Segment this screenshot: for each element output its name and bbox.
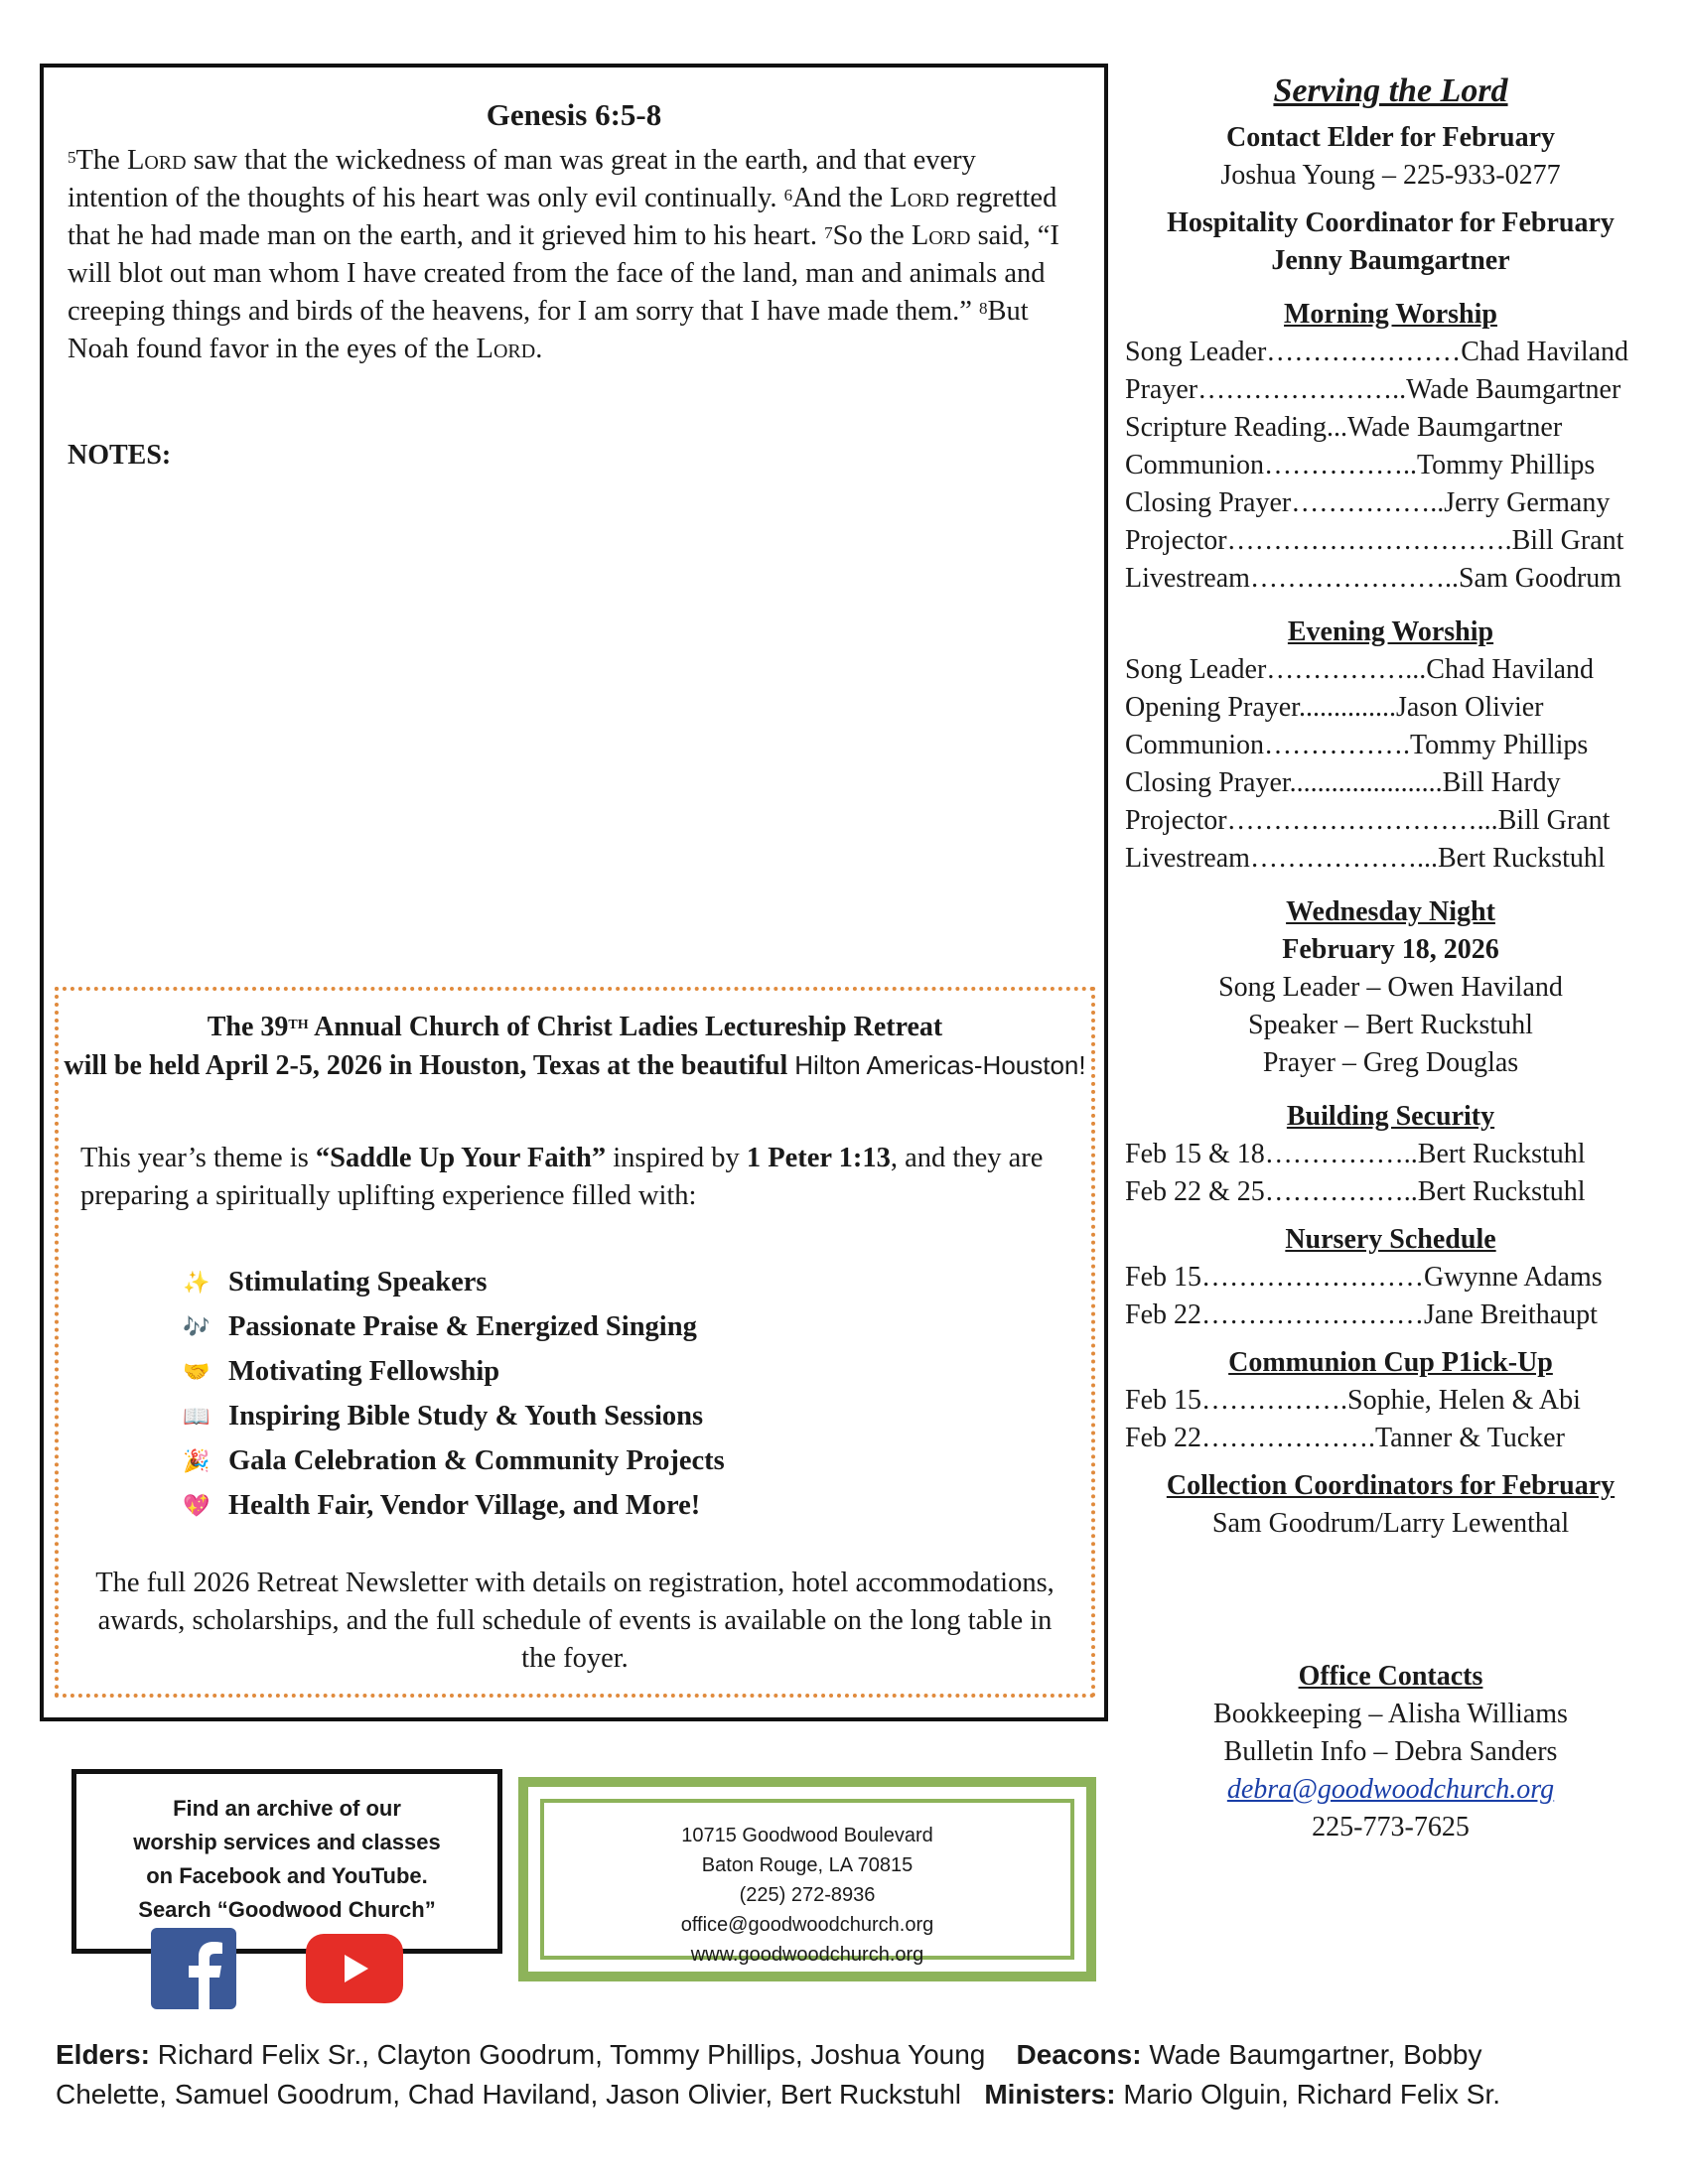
wednesday-heading: Wednesday Night xyxy=(1286,896,1495,927)
evening-duty: Opening Prayer..............Jason Olivier xyxy=(1125,692,1544,723)
verse-number: 5 xyxy=(68,148,76,167)
morning-duty: Prayer…………………..Wade Baumgartner xyxy=(1125,374,1621,405)
cup-duty: Feb 22……………….Tanner & Tucker xyxy=(1125,1423,1565,1453)
cup-duty: Feb 15…………….Sophie, Helen & Abi xyxy=(1125,1385,1581,1416)
security-duty: Feb 22 & 25……………..Bert Ruckstuhl xyxy=(1125,1176,1586,1207)
office-email-link[interactable]: debra@goodwoodchurch.org xyxy=(1226,1774,1555,1805)
list-item xyxy=(183,1304,725,1349)
sparkles-icon: ✨ xyxy=(183,1269,211,1295)
evening-duty: Closing Prayer......................Bill Hardy xyxy=(1125,767,1561,798)
verse-text: The xyxy=(75,145,127,176)
ministers-label: Ministers: xyxy=(984,2079,1116,2110)
verse-text: regretted that he had made man on the earth, and it grieved him to his heart. xyxy=(68,183,1057,251)
lord-text: Lord xyxy=(890,183,949,213)
social-line: worship services and classes xyxy=(133,1830,441,1854)
morning-worship-heading: Morning Worship xyxy=(1284,299,1497,330)
notes-label: NOTES: xyxy=(68,440,172,471)
feature-label: Gala Celebration & Community Projects xyxy=(228,1445,725,1476)
building-security-heading: Building Security xyxy=(1286,1101,1495,1132)
nursery-duty: Feb 15……………………Gwynne Adams xyxy=(1125,1262,1603,1293)
evening-duty: Livestream………………...Bert Ruckstuhl xyxy=(1125,843,1606,874)
security-duty: Feb 15 & 18……………..Bert Ruckstuhl xyxy=(1125,1139,1586,1169)
hospitality-value: Jenny Baumgartner xyxy=(1271,245,1510,276)
handshake-icon: 🤝 xyxy=(183,1358,211,1384)
list-item xyxy=(183,1394,725,1438)
office-contact: Bulletin Info – Debra Sanders xyxy=(1223,1736,1558,1767)
party-popper-icon: 🎉 xyxy=(183,1447,211,1473)
verse-text: And the xyxy=(792,183,891,213)
wednesday-duty: Prayer – Greg Douglas xyxy=(1262,1047,1519,1078)
theme-name: “Saddle Up Your Faith” xyxy=(315,1143,607,1173)
retreat-theme xyxy=(80,1140,1073,1215)
social-text xyxy=(76,1792,497,1927)
social-line: Search “Goodwood Church” xyxy=(138,1897,436,1922)
morning-duty: Scripture Reading...Wade Baumgartner xyxy=(1125,412,1563,443)
theme-text: inspired by xyxy=(606,1143,747,1173)
retreat-announcement-box xyxy=(55,987,1095,1698)
verse-number: 8 xyxy=(979,299,988,318)
social-line: on Facebook and YouTube. xyxy=(146,1863,428,1888)
address-city: Baton Rouge, LA 70815 xyxy=(701,1854,914,1876)
wednesday-duty: Speaker – Bert Ruckstuhl xyxy=(1248,1010,1533,1040)
lord-text: Lord xyxy=(476,334,536,364)
retreat-footer-note: The full 2026 Retreat Newsletter with details on registration, hotel accommodations, awards, scholarships, and the full schedule of events is available on the long table in the foyer. xyxy=(95,1568,1055,1674)
verse-number: 7 xyxy=(824,223,833,242)
list-item xyxy=(183,1349,725,1394)
list-item xyxy=(183,1483,725,1528)
social-line: Find an archive of our xyxy=(173,1796,401,1821)
elders-label: Elders: xyxy=(56,2039,150,2070)
verse-text: . xyxy=(535,334,543,364)
verse-number: 6 xyxy=(783,186,793,205)
nursery-duty: Feb 22……………………Jane Breithaupt xyxy=(1125,1299,1598,1330)
retreat-heading xyxy=(59,1009,1091,1085)
list-item xyxy=(183,1260,725,1304)
wednesday-duty: Song Leader – Owen Haviland xyxy=(1218,972,1563,1003)
scripture-reference: Genesis 6:5-8 xyxy=(486,97,662,132)
feature-list xyxy=(183,1260,725,1528)
heart-icon: 💖 xyxy=(183,1492,211,1518)
facebook-icon[interactable] xyxy=(151,1928,236,2009)
retreat-heading-text: will be held April 2-5, 2026 in Houston, Texas at the beautiful xyxy=(64,1050,795,1081)
address-email[interactable]: office@goodwoodchurch.org xyxy=(680,1914,934,1936)
morning-duty: Closing Prayer……………..Jerry Germany xyxy=(1125,487,1611,518)
scripture-passage xyxy=(68,142,1080,368)
wednesday-date: February 18, 2026 xyxy=(1282,934,1499,965)
evening-worship-heading: Evening Worship xyxy=(1287,616,1494,647)
morning-duty: Song Leader…………………Chad Haviland xyxy=(1125,337,1629,367)
youtube-icon[interactable] xyxy=(306,1934,403,2003)
address-text xyxy=(544,1821,1070,1970)
facebook-logo-graphic xyxy=(151,1928,236,2009)
evening-duty: Communion…………….Tommy Phillips xyxy=(1125,730,1589,760)
address-website[interactable]: www.goodwoodchurch.org xyxy=(690,1944,924,1966)
nursery-heading: Nursery Schedule xyxy=(1285,1224,1496,1255)
feature-label: Passionate Praise & Energized Singing xyxy=(228,1311,697,1342)
open-book-icon: 📖 xyxy=(183,1403,211,1429)
social-media-box xyxy=(71,1769,502,1954)
feature-label: Motivating Fellowship xyxy=(228,1356,500,1387)
music-notes-icon: 🎶 xyxy=(183,1313,211,1339)
contact-elder-value: Joshua Young – 225-933-0277 xyxy=(1220,160,1561,191)
verse-text: saw that the wickedness of man was great in the earth, and that every intention of the thoughts of his heart was only evil continually. xyxy=(68,145,976,213)
retreat-heading-text: The 39 xyxy=(207,1012,289,1042)
elders-list: Richard Felix Sr., Clayton Goodrum, Tommy Phillips, Joshua Young xyxy=(149,2039,986,2070)
morning-duty: Projector………………………….Bill Grant xyxy=(1125,525,1624,556)
leadership-footer xyxy=(56,2035,1664,2115)
address-inner-frame xyxy=(540,1799,1074,1966)
feature-label: Inspiring Bible Study & Youth Sessions xyxy=(228,1401,704,1432)
office-phone: 225-773-7625 xyxy=(1312,1812,1470,1843)
retreat-venue: Hilton Americas-Houston! xyxy=(794,1050,1086,1080)
scripture-box xyxy=(40,64,1108,1721)
verse-text: said, “I will blot out man whom I have created from the face of the land, man and animals and creeping things and birds of the heavens, for I am sorry that I have made them.” xyxy=(68,220,1059,327)
deacons-label: Deacons: xyxy=(1016,2039,1142,2070)
serving-title: Serving the Lord xyxy=(1273,72,1508,109)
feature-label: Stimulating Speakers xyxy=(228,1267,488,1297)
serving-schedule xyxy=(1125,64,1656,1846)
youtube-logo-graphic xyxy=(306,1934,403,2003)
deacons-list: Wade Baumgartner, Bobby xyxy=(1141,2039,1482,2070)
office-contact: Bookkeeping – Alisha Williams xyxy=(1213,1699,1568,1729)
ordinal-suffix: TH xyxy=(288,1018,309,1032)
theme-text: This year’s theme is xyxy=(80,1143,316,1173)
list-item xyxy=(183,1438,725,1483)
collection-heading: Collection Coordinators for February xyxy=(1166,1470,1616,1501)
ministers-list: Mario Olguin, Richard Felix Sr. xyxy=(1115,2079,1501,2110)
morning-duty: Communion……………..Tommy Phillips xyxy=(1125,450,1596,480)
theme-text: , and they are preparing a spiritually uplifting experience filled with: xyxy=(80,1143,1044,1211)
evening-duty: Projector………………………...Bill Grant xyxy=(1125,805,1611,836)
collection-value: Sam Goodrum/Larry Lewenthal xyxy=(1211,1508,1570,1539)
morning-duty: Livestream…………………..Sam Goodrum xyxy=(1125,563,1622,594)
communion-cup-heading: Communion Cup P1ick-Up xyxy=(1228,1347,1553,1378)
lord-text: Lord xyxy=(126,145,187,176)
deacons-list: Chelette, Samuel Goodrum, Chad Haviland, Jason Olivier, Bert Ruckstuhl xyxy=(56,2079,961,2110)
evening-duty: Song Leader……………...Chad Haviland xyxy=(1125,654,1595,685)
feature-label: Health Fair, Vendor Village, and More! xyxy=(228,1490,701,1521)
verse-text: But Noah found favor in the eyes of the xyxy=(68,296,1029,364)
office-contacts-heading: Office Contacts xyxy=(1298,1661,1483,1692)
address-street: 10715 Goodwood Boulevard xyxy=(681,1825,933,1846)
hospitality-label: Hospitality Coordinator for February xyxy=(1167,207,1615,238)
lord-text: Lord xyxy=(911,220,971,251)
retreat-heading-text: Annual Church of Christ Ladies Lectureship Retreat xyxy=(308,1012,943,1042)
contact-elder-label: Contact Elder for February xyxy=(1225,122,1556,153)
address-phone: (225) 272-8936 xyxy=(739,1884,876,1906)
verse-text: So the xyxy=(832,220,912,251)
theme-verse: 1 Peter 1:13 xyxy=(746,1143,891,1173)
address-box xyxy=(518,1777,1096,1981)
